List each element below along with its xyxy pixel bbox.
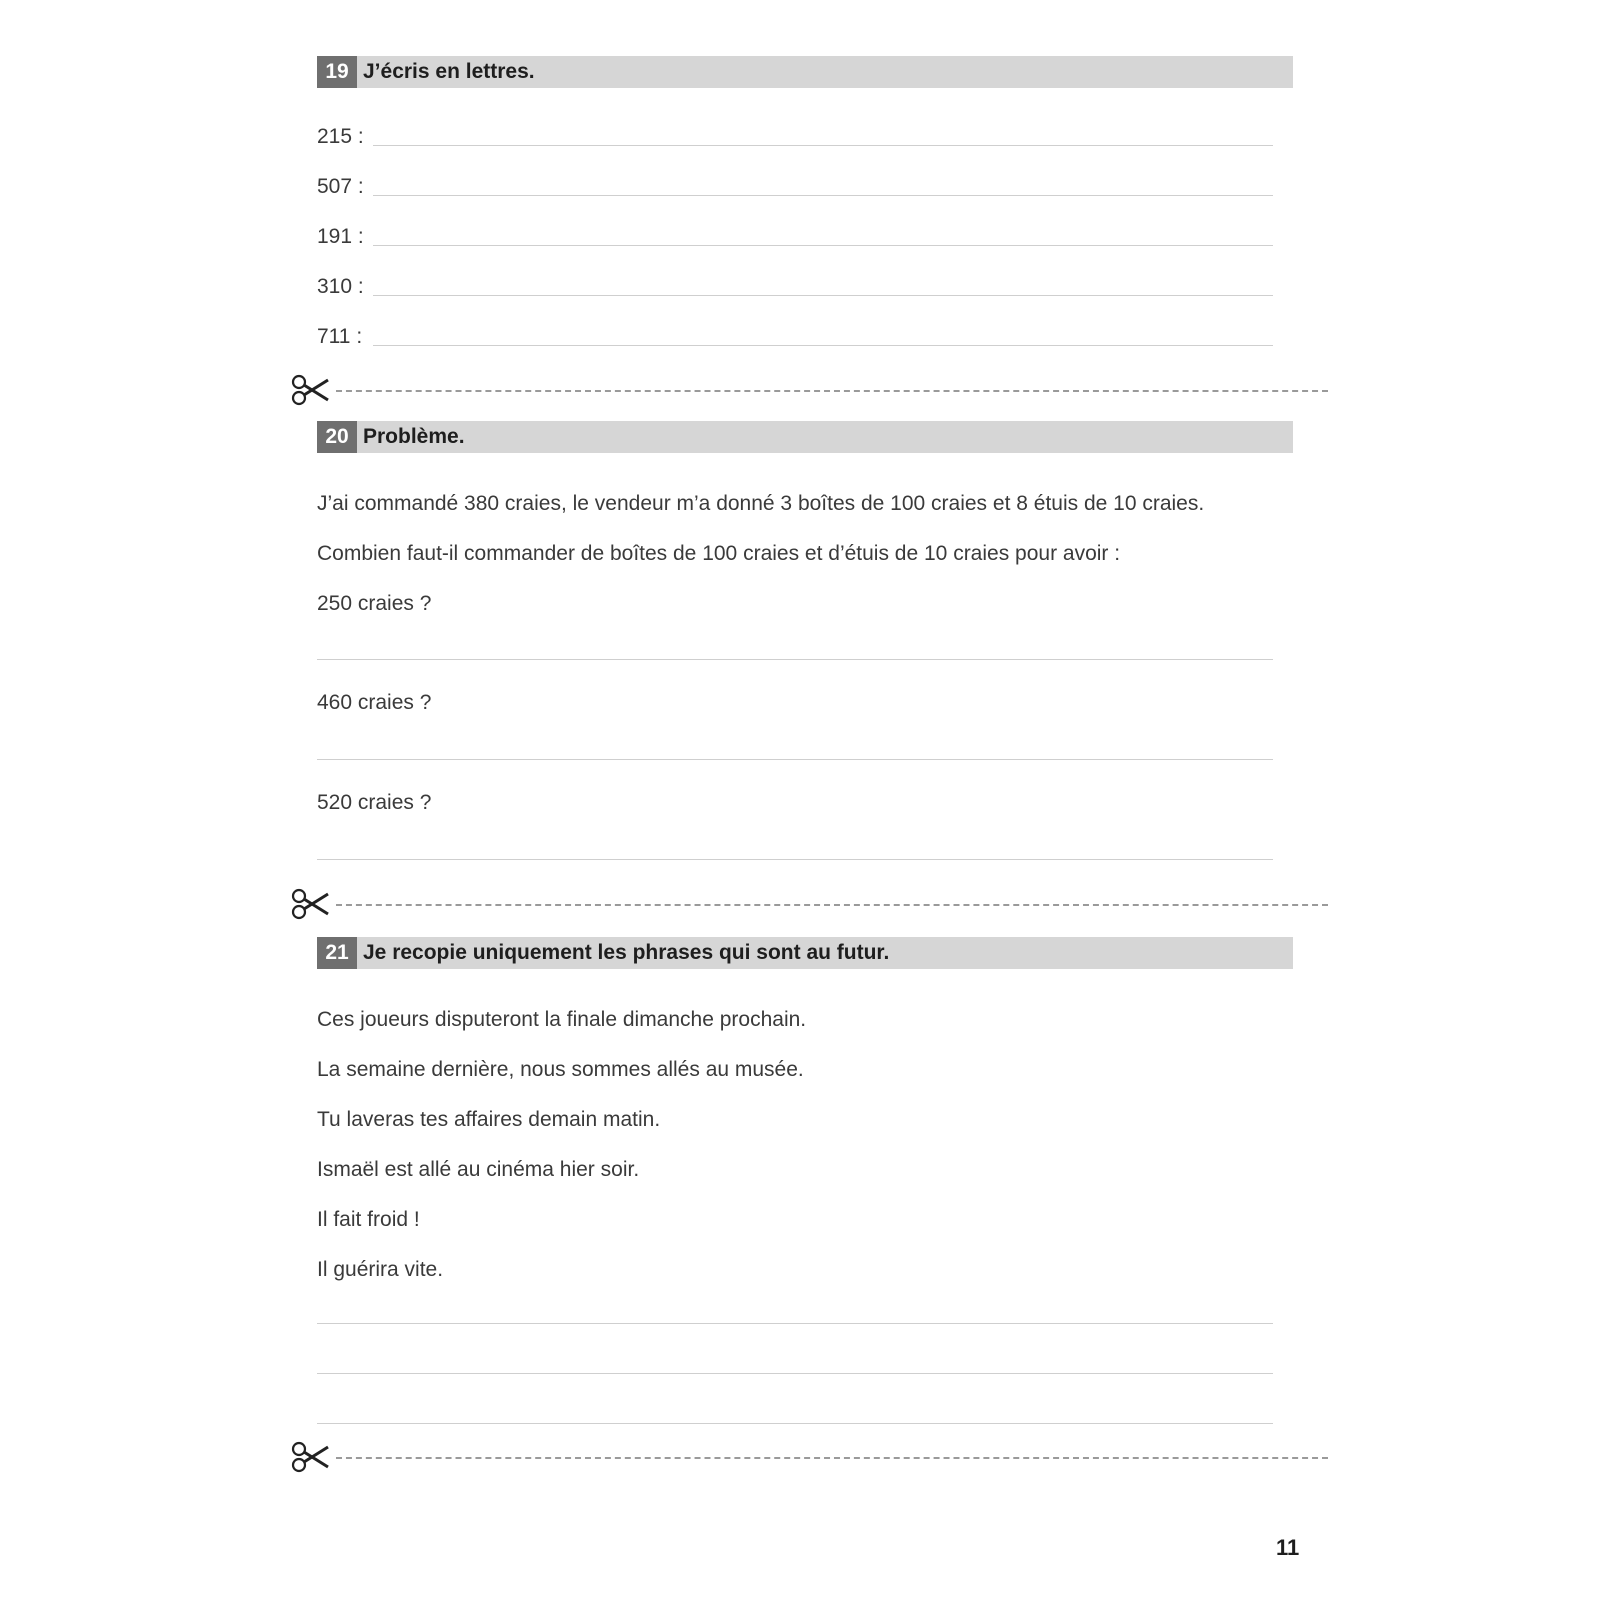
sentence: Ces joueurs disputeront la finale dimanche prochain. xyxy=(317,1008,807,1031)
sentence: Il guérira vite. xyxy=(317,1258,444,1281)
answer-line[interactable] xyxy=(373,245,1273,246)
answer-line[interactable] xyxy=(373,195,1273,196)
cut-line xyxy=(336,904,1328,906)
number-label-507: 507 : xyxy=(317,175,364,198)
sentence: Tu laveras tes affaires demain matin. xyxy=(317,1108,661,1131)
number-label-711: 711 : xyxy=(317,325,363,348)
exercise-21-header xyxy=(317,937,1293,969)
page-number: 11 xyxy=(1276,1535,1300,1560)
cut-line xyxy=(336,390,1328,392)
answer-line[interactable] xyxy=(373,345,1273,346)
answer-line[interactable] xyxy=(373,295,1273,296)
sentence: Il fait froid ! xyxy=(317,1208,420,1231)
exercise-20-header xyxy=(317,421,1293,453)
number-label-310: 310 : xyxy=(317,275,364,298)
answer-line[interactable] xyxy=(317,1373,1273,1374)
exercise-title: Problème. xyxy=(363,425,465,448)
number-label-215: 215 : xyxy=(317,125,364,148)
scissors-icon xyxy=(290,887,330,926)
answer-line[interactable] xyxy=(317,759,1273,760)
case-label: 460 craies ? xyxy=(317,691,432,714)
scissors-icon xyxy=(290,1440,330,1479)
scissors-icon xyxy=(290,373,330,412)
exercise-title: Je recopie uniquement les phrases qui sont au futur. xyxy=(363,941,890,964)
problem-statement: J’ai commandé 380 craies, le vendeur m’a donné 3 boîtes de 100 craies et 8 étuis de 10 craies. xyxy=(317,492,1205,515)
problem-question: Combien faut-il commander de boîtes de 100 craies et d’étuis de 10 craies pour avoir : xyxy=(317,542,1121,565)
sentence: Ismaël est allé au cinéma hier soir. xyxy=(317,1158,640,1181)
answer-line[interactable] xyxy=(373,145,1273,146)
answer-line[interactable] xyxy=(317,659,1273,660)
case-label: 520 craies ? xyxy=(317,791,432,814)
number-label-191: 191 : xyxy=(317,225,364,248)
answer-line[interactable] xyxy=(317,859,1273,860)
answer-line[interactable] xyxy=(317,1423,1273,1424)
exercise-19-header xyxy=(317,56,1293,88)
case-label: 250 craies ? xyxy=(317,592,432,615)
exercise-number: 20 xyxy=(317,421,357,453)
exercise-number: 21 xyxy=(317,937,357,969)
cut-line xyxy=(336,1457,1328,1459)
exercise-title: J’écris en lettres. xyxy=(363,60,535,83)
exercise-number: 19 xyxy=(317,56,357,88)
answer-line[interactable] xyxy=(317,1323,1273,1324)
sentence: La semaine dernière, nous sommes allés au musée. xyxy=(317,1058,804,1081)
